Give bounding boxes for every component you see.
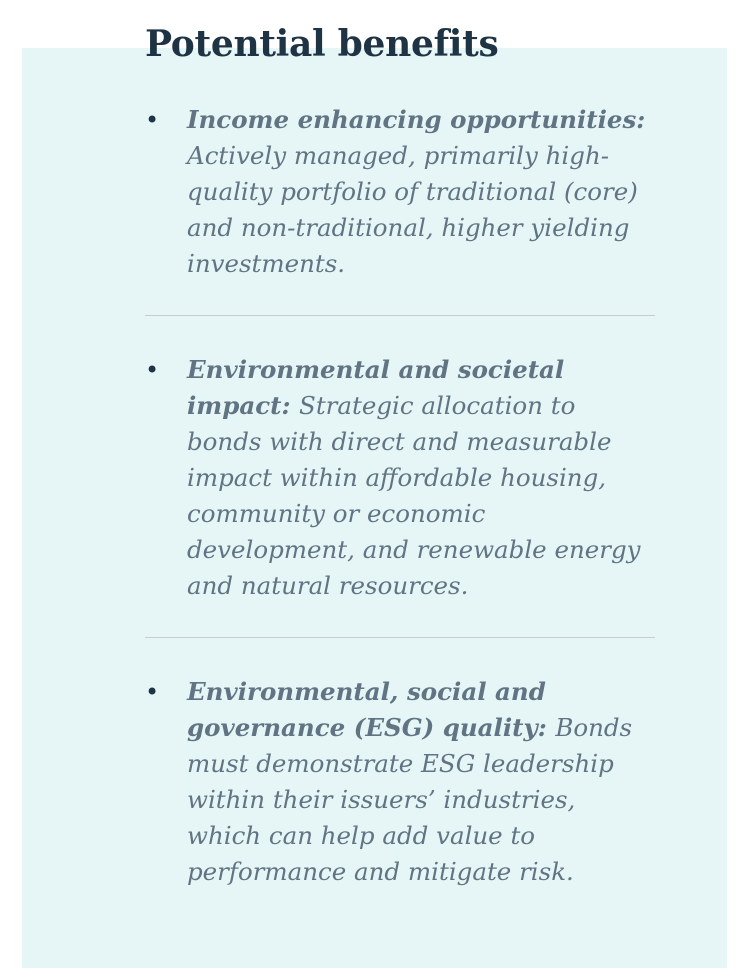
bullet-icon: • bbox=[145, 106, 160, 134]
benefit-text: Bonds must demonstrate ESG leadership within their issuers’ industries, which can help add value to performance and mitigate risk. bbox=[187, 713, 633, 886]
divider bbox=[145, 315, 655, 316]
benefit-item-impact bbox=[145, 352, 655, 604]
bullet-icon: • bbox=[145, 356, 160, 384]
benefit-item-esg bbox=[145, 674, 655, 890]
benefit-lead: Environmental, social and governance (ESG) quality: bbox=[187, 677, 556, 742]
benefit-lead: Environmental and societal impact: bbox=[187, 355, 565, 420]
bullet-icon: • bbox=[145, 678, 160, 706]
benefits-list bbox=[145, 102, 655, 890]
page-title: Potential benefits bbox=[145, 23, 499, 65]
benefit-text: Actively managed, primarily high-quality portfolio of traditional (core) and non-traditional, higher yielding investments. bbox=[187, 141, 638, 278]
divider bbox=[145, 637, 655, 638]
benefit-text: Strategic allocation to bonds with direct and measurable impact within affordable housing, community or economic development, and renewable energy and natural resources. bbox=[187, 391, 641, 600]
benefit-item-income bbox=[145, 102, 655, 282]
benefit-lead: Income enhancing opportunities: bbox=[187, 105, 646, 134]
